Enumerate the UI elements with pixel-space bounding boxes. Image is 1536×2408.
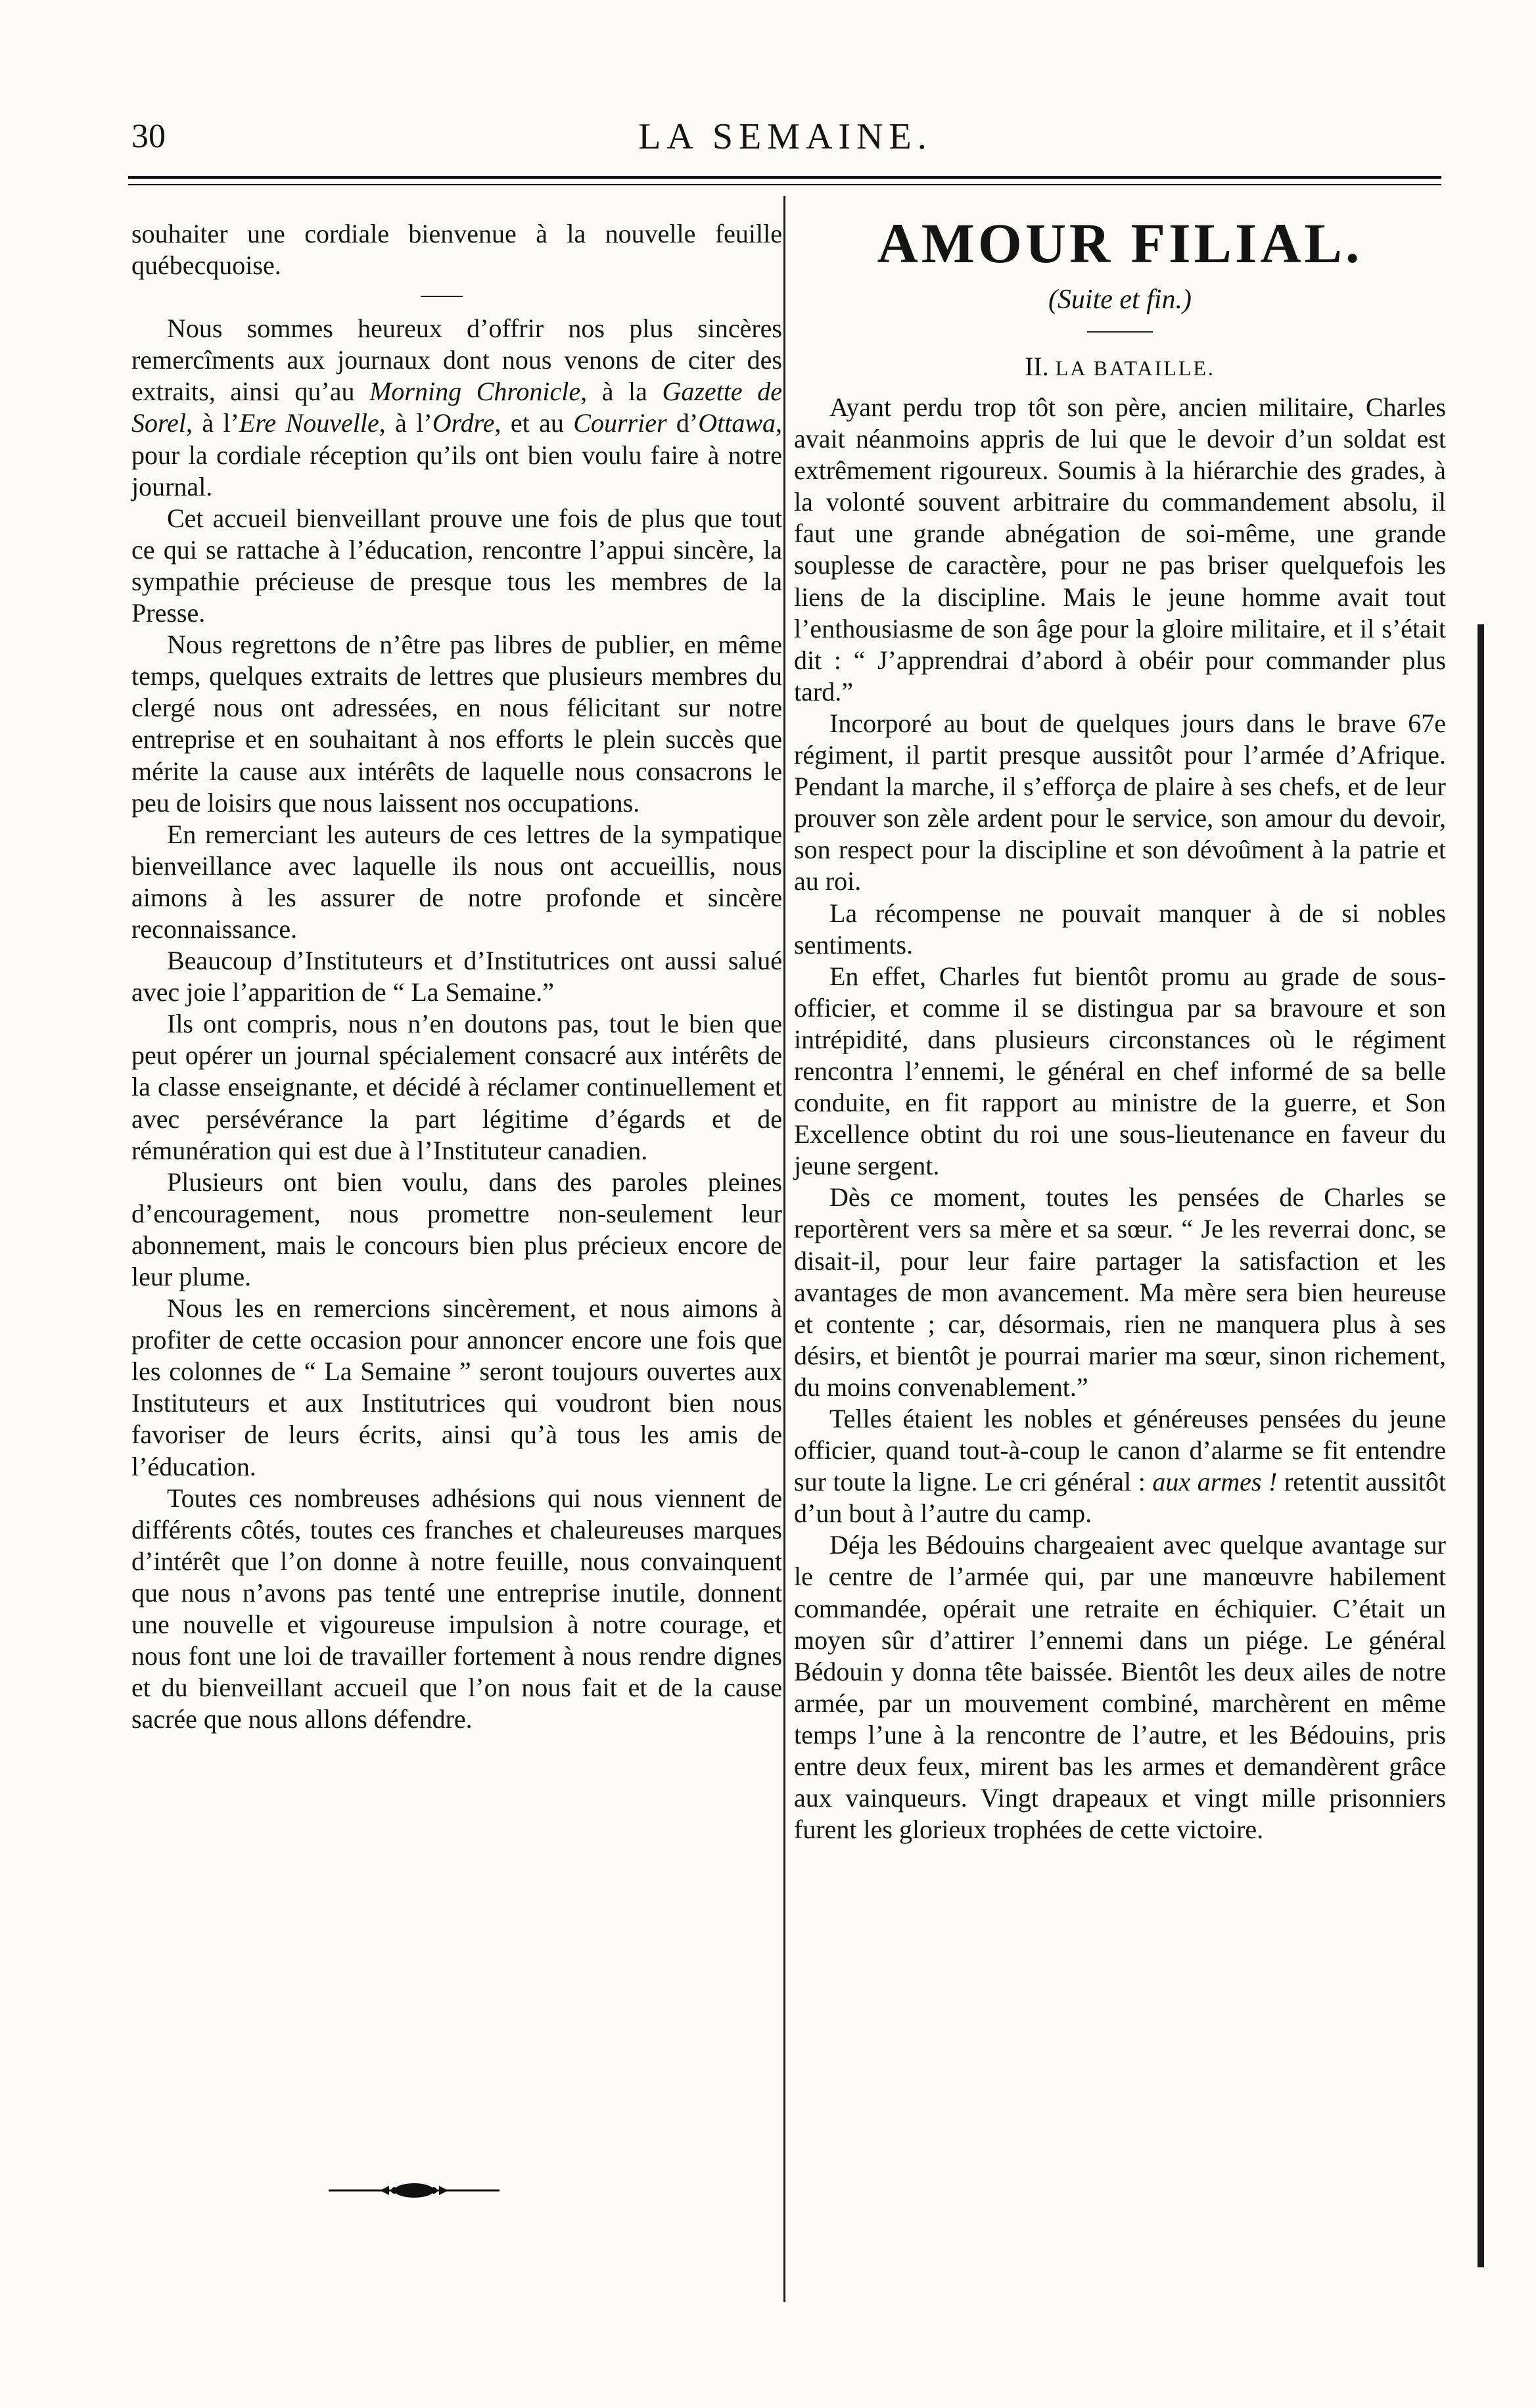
text-run: , pour la cordiale réception qu’ils ont bien voulu faire à notre journal.	[131, 408, 783, 501]
italic-run: Ordre	[432, 408, 495, 438]
text-run: retentit aussitôt d’un bout à l’autre du camp.	[794, 1467, 1446, 1529]
column-divider	[783, 196, 785, 2302]
article-subtitle: (Suite et fin.)	[1048, 285, 1192, 315]
paragraph: Nous les en remercions sincèrement, et nous aimons à profiter de cette occasion pour annoncer encore une fois que les colonnes de “ La Semaine ” seront toujours ouvertes aux Instituteurs et aux Institutrices qui voudront bien nous favoriser de leurs écrits, ainsi qu’à tous les amis de l’éducation.	[131, 1293, 782, 1481]
paragraph: En effet, Charles fut bientôt promu au grade de sous-officier, et comme il se distingua par sa bravoure et son intrépidité, dans plusieurs circonstances où le régiment rencontra l’ennemi, le général en chef informé de sa belle conduite, en fit rapport au ministre de la guerre, et Son Excellence obtint du roi une sous-lieutenance en faveur du jeune sergent.	[794, 961, 1446, 1181]
italic-run: Gazette de Sorel	[131, 377, 783, 438]
italic-run: Ottawa	[698, 408, 776, 438]
section-heading	[794, 350, 1446, 385]
paragraph: Cet accueil bienveillant prouve une fois de plus que tout ce qui se rattache à l’éducation, rencontre l’appui sincère, la sympathie précieuse de presque tous les membres de la Presse.	[131, 503, 782, 628]
text-run: Nous sommes heureux d’offrir nos plus sincères remercîments aux journaux dont nous venons de citer des extraits, ainsi qu’au	[131, 313, 782, 407]
paragraph: Dès ce moment, toutes les pensées de Charles se reportèrent vers sa mère et sa sœur. “ Je les reverrai donc, se disait-il, pour leur faire partager la satisfaction et les avantages de mon avancement. Ma mère sera bien heureuse et contente ; car, désormais, rien ne manquera plus à ses désirs, et bientôt je pourrai marier ma sœur, sinon richement, du moins convenablement.”	[794, 1182, 1446, 1402]
paragraph	[794, 1403, 1446, 1529]
text-run: Telles étaient les nobles et généreuses pensées du jeune officier, quand tout-à-coup le canon d’alarme se fit entendre sur toute la ligne. Le cri général :	[794, 1404, 1446, 1497]
paragraph	[131, 313, 782, 503]
paragraph: Déja les Bédouins chargeaient avec quelque avantage sur le centre de l’armée qui, par une manœuvre habilement commandée, opérait une retraite en échiquier. C’était un moyen sûr d’attirer l’ennemi dans un piége. Le général Bédouin y donna tête baissée. Bientôt les deux ailes de notre armée, par un mouvement combiné, marchèrent en même temps l’une à la rencontre de l’autre, et les Bédouins, pris entre deux feux, mirent bas les armes et demandèrent grâce aux vainqueurs. Vingt drapeaux et vingt mille prisonniers furent les glorieux trophées de cette victoire.	[794, 1530, 1446, 1845]
text-run: , à l’	[185, 408, 239, 438]
left-column	[131, 218, 782, 1735]
section-title: LA BATAILLE.	[1055, 356, 1215, 380]
running-header	[131, 117, 1439, 163]
paragraph: La récompense ne pouvait manquer à de si nobles sentiments.	[794, 898, 1446, 960]
paragraph: Ils ont compris, nous n’en doutons pas, tout le bien que peut opérer un journal spécialement consacré aux intérêts de la classe enseignante, et décidé à réclamer continuellement et avec persévérance la part légitime d’égards et de rémunération qui est due à l’Instituteur canadien.	[131, 1009, 782, 1165]
text-run: d’	[666, 408, 699, 438]
text-run: , à l’	[379, 408, 432, 438]
paragraph: Beaucoup d’Instituteurs et d’Institutrices ont aussi salué avec joie l’apparition de “ La Semaine.”	[131, 946, 782, 1007]
italic-run: Courrier	[573, 408, 667, 438]
text-run: , à la	[580, 377, 663, 407]
paragraph: Toutes ces nombreuses adhésions qui nous viennent de différents côtés, toutes ces franches et chaleureuses marques d’intérêt que l’on donne à notre feuille, nous convainquent que nous n’avons pas tenté une entreprise inutile, donnent une nouvelle et vigoureuse impulsion à notre courage, et nous font une loi de travailler fortement à nous rendre dignes et du bienveillant accueil que l’on nous fait et de la cause sacrée que nous allons défendre.	[131, 1483, 782, 1734]
text-run: , et au	[494, 408, 574, 438]
article-title: AMOUR FILIAL.	[877, 212, 1363, 275]
paragraph: souhaiter une cordiale bienvenue à la nouvelle feuille québecquoise.	[131, 219, 782, 281]
italic-run: aux armes !	[1152, 1467, 1278, 1497]
paragraph: En remerciant les auteurs de ces lettres de la sympatique bienveillance avec laquelle ils nous ont accueillis, nous aimons à les assurer de notre profonde et sincère reconnaissance.	[131, 819, 782, 944]
italic-run: Ere Nouvelle	[239, 408, 379, 438]
paragraph: Ayant perdu trop tôt son père, ancien militaire, Charles avait néanmoins appris de lui que le devoir d’un soldat est extrêmement rigoureux. Soumis à la hiérarchie des grades, à la volonté souvent arbitraire du commandement absolu, il faut une grande abnégation de soi-même, une grande souplesse de caractère, pour ne pas briser quelquefois les liens de la discipline. Mais le jeune homme avait tout l’enthousiasme de son âge pour la gloire militaire, et il s’était dit : “ J’apprendrai d’abord à obéir pour commander plus tard.”	[794, 392, 1446, 706]
paragraph: Plusieurs ont bien voulu, dans des paroles pleines d’encouragement, nous promettre non-seulement leur abonnement, mais le concours bien plus précieux encore de leur plume.	[131, 1167, 782, 1291]
running-title: LA SEMAINE.	[638, 116, 933, 157]
page-edge-mark	[1478, 624, 1484, 2267]
end-ornament	[329, 2181, 500, 2200]
separator-rule	[421, 296, 463, 297]
header-rule-thick	[128, 176, 1441, 179]
header-rule-thin	[128, 184, 1441, 185]
separator-rule	[1087, 331, 1153, 333]
paragraph: Incorporé au bout de quelques jours dans le brave 67e régiment, il partit presque aussitôt pour l’armée d’Afrique. Pendant la marche, il s’efforça de plaire à ses chefs, et de leur prouver son zèle ardent pour le service, son amour du devoir, son respect pour la discipline et son dévoûment à la patrie et au roi.	[794, 708, 1446, 896]
paragraph: Nous regrettons de n’être pas libres de publier, en même temps, quelques extraits de lettres que plusieurs membres du clergé nous ont adressées, en nous félicitant sur notre entreprise et en souhaitant à nos efforts le plein succès que mérite la cause aux intérêts de laquelle nous consacrons le peu de loisirs que nous laissent nos occupations.	[131, 630, 782, 818]
section-numeral: II.	[1025, 352, 1049, 381]
page-number: 30	[131, 118, 166, 155]
right-column	[794, 212, 1446, 1845]
italic-run: Morning Chronicle	[369, 377, 581, 407]
